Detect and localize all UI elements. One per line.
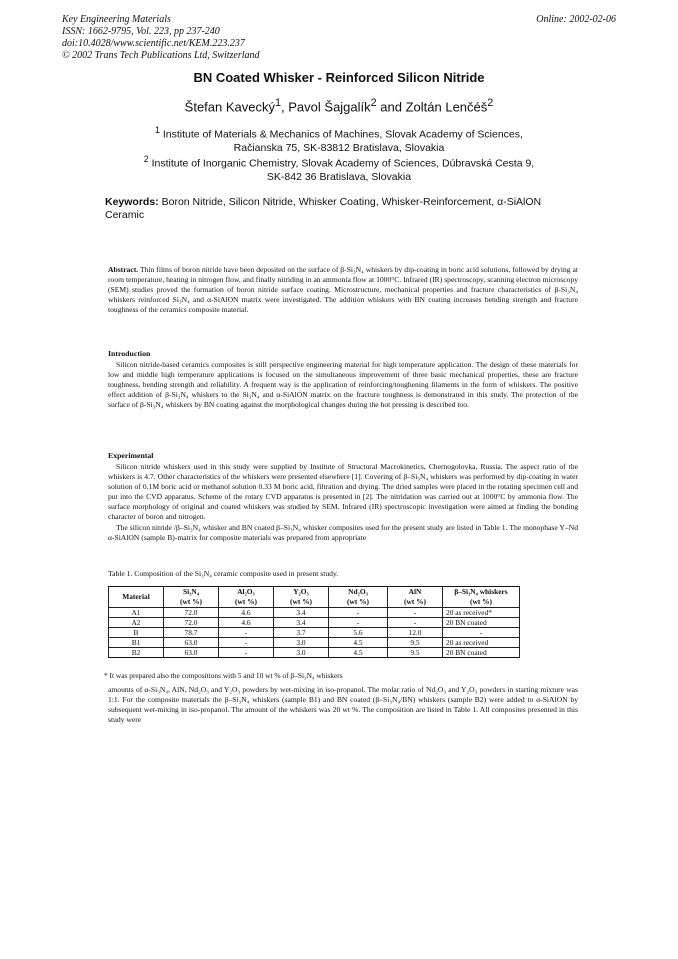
author-name: Štefan Kavecký	[184, 99, 275, 115]
table-header-cell: Si₃N₄ (wt %)	[164, 587, 219, 608]
table-cell: 72.0	[164, 618, 219, 628]
affiliation-mark: 2	[143, 154, 149, 164]
table-cell: 4.6	[219, 608, 274, 618]
table-cell: -	[219, 628, 274, 638]
doi-line: doi:10.4028/www.scientific.net/KEM.223.237	[62, 38, 245, 49]
body-continuation	[108, 685, 578, 725]
table-cell: -	[388, 618, 443, 628]
author-name: Pavol Šajgalík	[288, 99, 371, 115]
affiliation-mark: 1	[155, 125, 160, 135]
table-cell: 4.5	[329, 648, 388, 658]
abstract	[108, 265, 578, 315]
author-list	[0, 97, 678, 114]
author-separator: and	[376, 99, 406, 115]
issn-line: ISSN: 1662-9795, Vol. 223, pp 237-240	[62, 26, 220, 37]
introduction-heading-block	[108, 349, 578, 359]
table-header-cell: β–Si₃N₄ whiskers (wt %)	[443, 587, 520, 608]
table-header-cell: Al₂O₃ (wt %)	[219, 587, 274, 608]
table-row	[109, 618, 520, 628]
table-cell: B	[109, 628, 164, 638]
keywords-text: Boron Nitride, Silicon Nitride, Whisker Coating, Whisker-Reinforcement, α-SiAlON Ceramic	[105, 196, 542, 221]
table-cell: 72.0	[164, 608, 219, 618]
introduction-heading: Introduction	[108, 349, 151, 358]
affiliation-line: Institute of Inorganic Chemistry, Slovak Academy of Sciences, Dúbravská Cesta 9,	[151, 157, 535, 170]
table-cell: 3.4	[274, 608, 329, 618]
affiliation-2	[0, 153, 678, 184]
table-row	[109, 628, 520, 638]
affiliation-1	[0, 124, 678, 155]
affiliation-line: SK-842 36 Bratislava, Slovakia	[266, 170, 412, 183]
author-affiliation-mark: 2	[487, 97, 494, 109]
table-cell: 9.5	[388, 638, 443, 648]
keywords-label: Keywords:	[105, 196, 159, 208]
experimental-heading-block	[108, 451, 578, 461]
table-cell: -	[329, 618, 388, 628]
table-header-cell: Y₂O₃ (wt %)	[274, 587, 329, 608]
table-cell: 4.6	[219, 618, 274, 628]
author-separator: ,	[281, 99, 289, 115]
table-footnote: * It was prepared also the compositions with 5 and 10 wt % of β–Si₃N₄ whiskers	[104, 671, 343, 680]
table-cell: 78.7	[164, 628, 219, 638]
paper-title: BN Coated Whisker - Reinforced Silicon Nitride	[193, 70, 485, 85]
table-cell: B2	[109, 648, 164, 658]
table-header-cell: Nd₂O₃ (wt %)	[329, 587, 388, 608]
table-cell: -	[219, 638, 274, 648]
table-cell: 3.4	[274, 618, 329, 628]
keywords	[105, 196, 575, 222]
copyright-line: © 2002 Trans Tech Publications Ltd, Switzerland	[62, 50, 260, 61]
table-cell: 12.0	[388, 628, 443, 638]
table-cell: A1	[109, 608, 164, 618]
table-cell: 3.7	[274, 628, 329, 638]
table-cell: A2	[109, 618, 164, 628]
journal-header	[62, 14, 616, 62]
author-name: Zoltán Lenčéš	[405, 99, 488, 115]
abstract-label: Abstract.	[108, 265, 139, 274]
table-header-cell: Material	[109, 587, 164, 608]
table-header-row	[109, 587, 520, 608]
table-row	[109, 638, 520, 648]
affiliation-line: Račianska 75, SK-83812 Bratislava, Slovakia	[233, 141, 445, 154]
table-cell: 5.6	[329, 628, 388, 638]
table-cell: 20 BN coated	[443, 618, 520, 628]
experimental-heading: Experimental	[108, 451, 154, 460]
table-row	[109, 648, 520, 658]
affiliation-line: Institute of Materials & Mechanics of Machines, Slovak Academy of Sciences,	[162, 128, 523, 141]
table-cell: 63.0	[164, 638, 219, 648]
table-cell: 3.0	[274, 648, 329, 658]
table-cell: 9.5	[388, 648, 443, 658]
table-caption-block	[108, 569, 578, 579]
author-affiliation-mark: 1	[275, 97, 282, 109]
online-date: Online: 2002-02-06	[536, 14, 616, 25]
experimental-paragraph: The silicon nitride /β–Si₃N₄ whisker and BN coated β–Si₃N₄ whisker composites used for the present study are listed in Table 1. The monophase Y–Nd α-SiAlON (sample B)-matrix for composite materials was prepared from appropriate	[108, 522, 578, 542]
table-cell: 3.0	[274, 638, 329, 648]
table-cell: B1	[109, 638, 164, 648]
continuation-text: amounts of α-Si₃N₄, AlN, Nd₂O₃ and Y₂O₃ powders by wet-mixing in iso-propanol. The molar ratio of Nd₂O₃ and Y₂O₃ powders in starting mixture was 1:1. For the composite materials the β–Si₃N₄ whiskers (sample B1) and BN coated (β–Si₃N₄/BN) whiskers (sample B2) were added to α-SiAlON by subsequent wet-mixing in iso-propanol. The amount of the whiskers was 20 wt %. The composition are listed in Table 1. All composites presented in this study were	[108, 685, 578, 725]
author-affiliation-mark: 2	[370, 97, 377, 109]
table-cell: 63.0	[164, 648, 219, 658]
table-cell: -	[329, 608, 388, 618]
experimental	[108, 462, 578, 543]
composition-table	[108, 586, 520, 658]
table-cell: 20 as received*	[443, 608, 520, 618]
table-cell: 4.5	[329, 638, 388, 648]
introduction	[108, 360, 578, 410]
table-cell: -	[388, 608, 443, 618]
table-cell: 20 BN coated	[443, 648, 520, 658]
table-cell: -	[443, 628, 520, 638]
introduction-text: Silicon nitride-based ceramics composites is still perspective engineering material for high temperature application. The design of these materials for low and middle high temperature applications is focused on the simultaneous improvement of three basic mechanical properties, these are fracture toughness, bending strength and reliability. A frequent way is the application of reinforcing/toughening filaments in the form of whiskers. The positive effect addition of β-Si₃N₄ whiskers to the Si₃N₄ and α-SiAlON matrix on the fracture toughness is demonstrated in this study. The protection of the surface of β-Si₃N₄ whiskers by BN coating against the morphological changes during the hot pressing is described too.	[108, 360, 578, 410]
experimental-paragraph: Silicon nitride whiskers used in this study were supplied by Institute of Structural Macrokinetics, Chernogolovka, Russia. The aspect ratio of the whiskers is 4.7. Other characteristics of the whiskers were presented elsewhere [1]. Covering of β–Si₃N₄ whiskers was performed by dip-coating in water solution of 0.1M boric acid or methanol solution 0.33 M boric acid, filtration and drying. The dried samples were placed in the rotating specimen cell and put into the CVD apparatus. Scheme of the rotary CVD apparatus is presented in [2]. The nitridation was carried out at 1000°C by ammonia flow. The surface morphology of original and coated whiskers was studied by SEM. Infrared (IR) spectroscopic investigation were aimed at finding the bonding character of boron and nitrogen.	[108, 462, 578, 522]
abstract-text: Thin films of boron nitride have been deposited on the surface of β-Si₃N₄ whiskers by dip-coating in boric acid solutions, followed by drying at room temperature, heating in nitrogen flow, and finally nitriding in an ammonia flow at 1000°C. Infrared (IR) spectroscopy, scanning electron microscopy (SEM) studies proved the formation of boron nitride surface coating. Microstructure, mechanical properties and fracture characteristics of β-Si₃N₄ whiskers reinforced Si₃N₄ and α-SiAlON matrix were investigated. The addition whiskers with BN coating increases bending strength and fracture toughness of the ceramics composite material.	[108, 265, 578, 315]
table-header-cell: AlN (wt %)	[388, 587, 443, 608]
table-cell: -	[219, 648, 274, 658]
journal-name: Key Engineering Materials	[62, 14, 171, 25]
table-row	[109, 608, 520, 618]
table-caption: Table 1. Composition of the Si₃N₄ ceramic composite used in present study.	[108, 569, 339, 578]
table-cell: 20 as received	[443, 638, 520, 648]
